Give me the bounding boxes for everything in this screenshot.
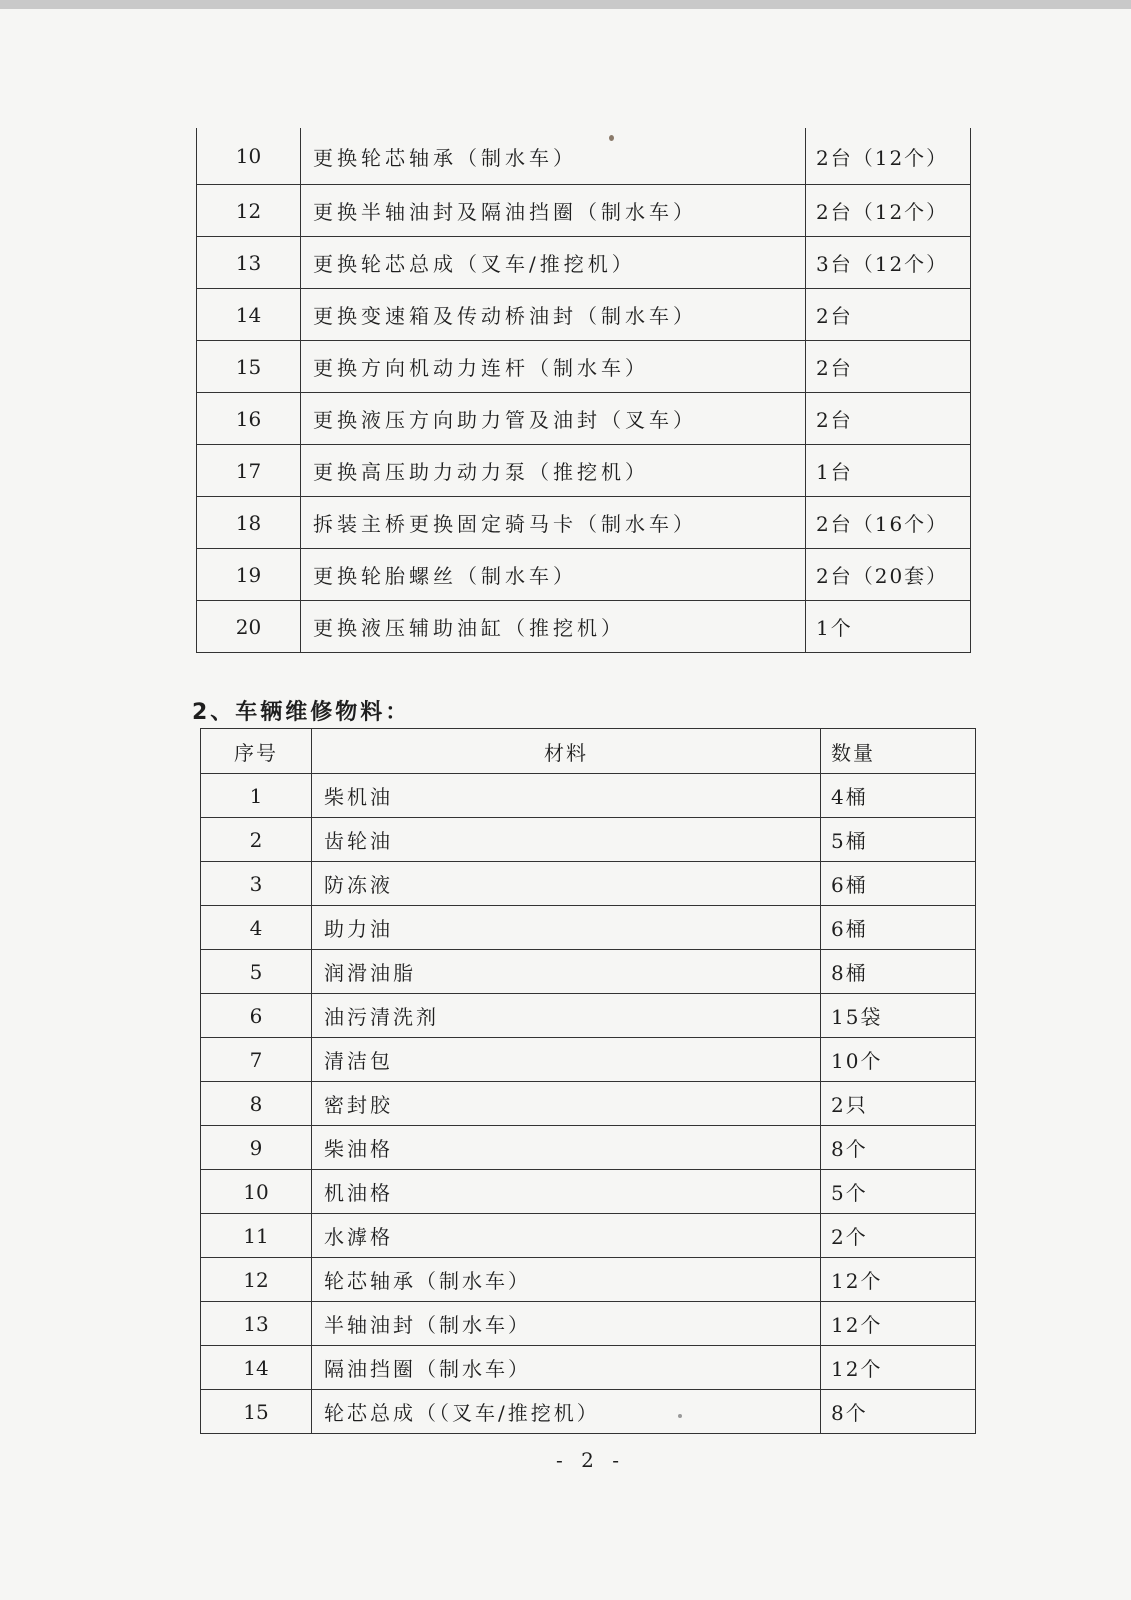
scan-speck [609,135,614,141]
column-header-material: 材料 [312,729,821,774]
row-number: 4 [201,906,312,950]
material-quantity: 6桶 [821,862,976,906]
row-number: 11 [201,1214,312,1258]
material-name: 助力油 [312,906,821,950]
material-quantity: 15袋 [821,994,976,1038]
table-row [201,994,976,1038]
page-number: - 2 - [556,1448,625,1472]
row-number: 13 [197,237,301,289]
materials-body [201,774,976,1434]
table-row [197,128,971,185]
row-number: 10 [197,128,301,185]
row-number: 19 [197,549,301,601]
material-quantity: 8桶 [821,950,976,994]
material-quantity: 8个 [821,1126,976,1170]
row-number: 13 [201,1302,312,1346]
material-quantity: 12个 [821,1258,976,1302]
material-quantity: 10个 [821,1038,976,1082]
repair-tasks-table [196,128,971,653]
table-row [201,906,976,950]
material-quantity: 6桶 [821,906,976,950]
task-description: 更换轮芯总成（叉车/推挖机） [301,237,806,289]
task-description: 拆装主桥更换固定骑马卡（制水车） [301,497,806,549]
material-name: 隔油挡圈（制水车） [312,1346,821,1390]
column-header-no: 序号 [201,729,312,774]
table-row [197,445,971,497]
table-row [201,950,976,994]
row-number: 10 [201,1170,312,1214]
task-description: 更换轮胎螺丝（制水车） [301,549,806,601]
table-row [201,862,976,906]
column-header-qty: 数量 [821,729,976,774]
row-number: 9 [201,1126,312,1170]
table-row [201,1302,976,1346]
table-row [201,1346,976,1390]
table-row [197,497,971,549]
materials-header-row [201,729,976,774]
table-row [197,549,971,601]
row-number: 2 [201,818,312,862]
material-name: 轮芯轴承（制水车） [312,1258,821,1302]
table-row [201,1390,976,1434]
material-name: 润滑油脂 [312,950,821,994]
task-quantity: 2台（12个） [806,185,971,237]
task-quantity: 2台（16个） [806,497,971,549]
table-row [201,1082,976,1126]
material-quantity: 5桶 [821,818,976,862]
row-number: 1 [201,774,312,818]
table-row [197,185,971,237]
table-row [197,237,971,289]
material-name: 柴机油 [312,774,821,818]
table-row [201,818,976,862]
task-description: 更换高压助力动力泵（推挖机） [301,445,806,497]
table-row [201,1214,976,1258]
scan-speck [678,1414,682,1418]
material-name: 机油格 [312,1170,821,1214]
table-row [201,1258,976,1302]
task-description: 更换液压方向助力管及油封（叉车） [301,393,806,445]
task-description: 更换方向机动力连杆（制水车） [301,341,806,393]
table-row [201,774,976,818]
material-quantity: 12个 [821,1346,976,1390]
row-number: 15 [201,1390,312,1434]
task-quantity: 2台（20套） [806,549,971,601]
scan-top-edge [0,0,1131,9]
material-quantity: 8个 [821,1390,976,1434]
materials-table [200,728,976,1434]
material-quantity: 12个 [821,1302,976,1346]
task-description: 更换半轴油封及隔油挡圈（制水车） [301,185,806,237]
material-name: 轮芯总成（（叉车/推挖机） [312,1390,821,1434]
row-number: 6 [201,994,312,1038]
task-quantity: 3台（12个） [806,237,971,289]
material-name: 半轴油封（制水车） [312,1302,821,1346]
material-quantity: 2个 [821,1214,976,1258]
material-name: 柴油格 [312,1126,821,1170]
material-name: 齿轮油 [312,818,821,862]
row-number: 17 [197,445,301,497]
row-number: 8 [201,1082,312,1126]
task-quantity: 1个 [806,601,971,653]
table-row [197,393,971,445]
material-name: 密封胶 [312,1082,821,1126]
section-heading: 2、车辆维修物料： [192,700,411,725]
row-number: 12 [201,1258,312,1302]
row-number: 14 [197,289,301,341]
material-quantity: 2只 [821,1082,976,1126]
repair-tasks-body [197,128,971,653]
material-name: 防冻液 [312,862,821,906]
table-row [197,341,971,393]
row-number: 20 [197,601,301,653]
row-number: 14 [201,1346,312,1390]
task-quantity: 2台 [806,289,971,341]
task-quantity: 2台（12个） [806,128,971,185]
task-description: 更换液压辅助油缸（推挖机） [301,601,806,653]
table-row [197,601,971,653]
task-description: 更换变速箱及传动桥油封（制水车） [301,289,806,341]
task-description: 更换轮芯轴承（制水车） [301,128,806,185]
material-quantity: 4桶 [821,774,976,818]
row-number: 16 [197,393,301,445]
task-quantity: 1台 [806,445,971,497]
table-row [201,1126,976,1170]
task-quantity: 2台 [806,341,971,393]
material-name: 油污清洗剂 [312,994,821,1038]
table-row [201,1038,976,1082]
material-name: 清洁包 [312,1038,821,1082]
material-quantity: 5个 [821,1170,976,1214]
row-number: 7 [201,1038,312,1082]
table-row [201,1170,976,1214]
row-number: 15 [197,341,301,393]
table-row [197,289,971,341]
material-name: 水滹格 [312,1214,821,1258]
task-quantity: 2台 [806,393,971,445]
row-number: 12 [197,185,301,237]
row-number: 3 [201,862,312,906]
row-number: 5 [201,950,312,994]
row-number: 18 [197,497,301,549]
